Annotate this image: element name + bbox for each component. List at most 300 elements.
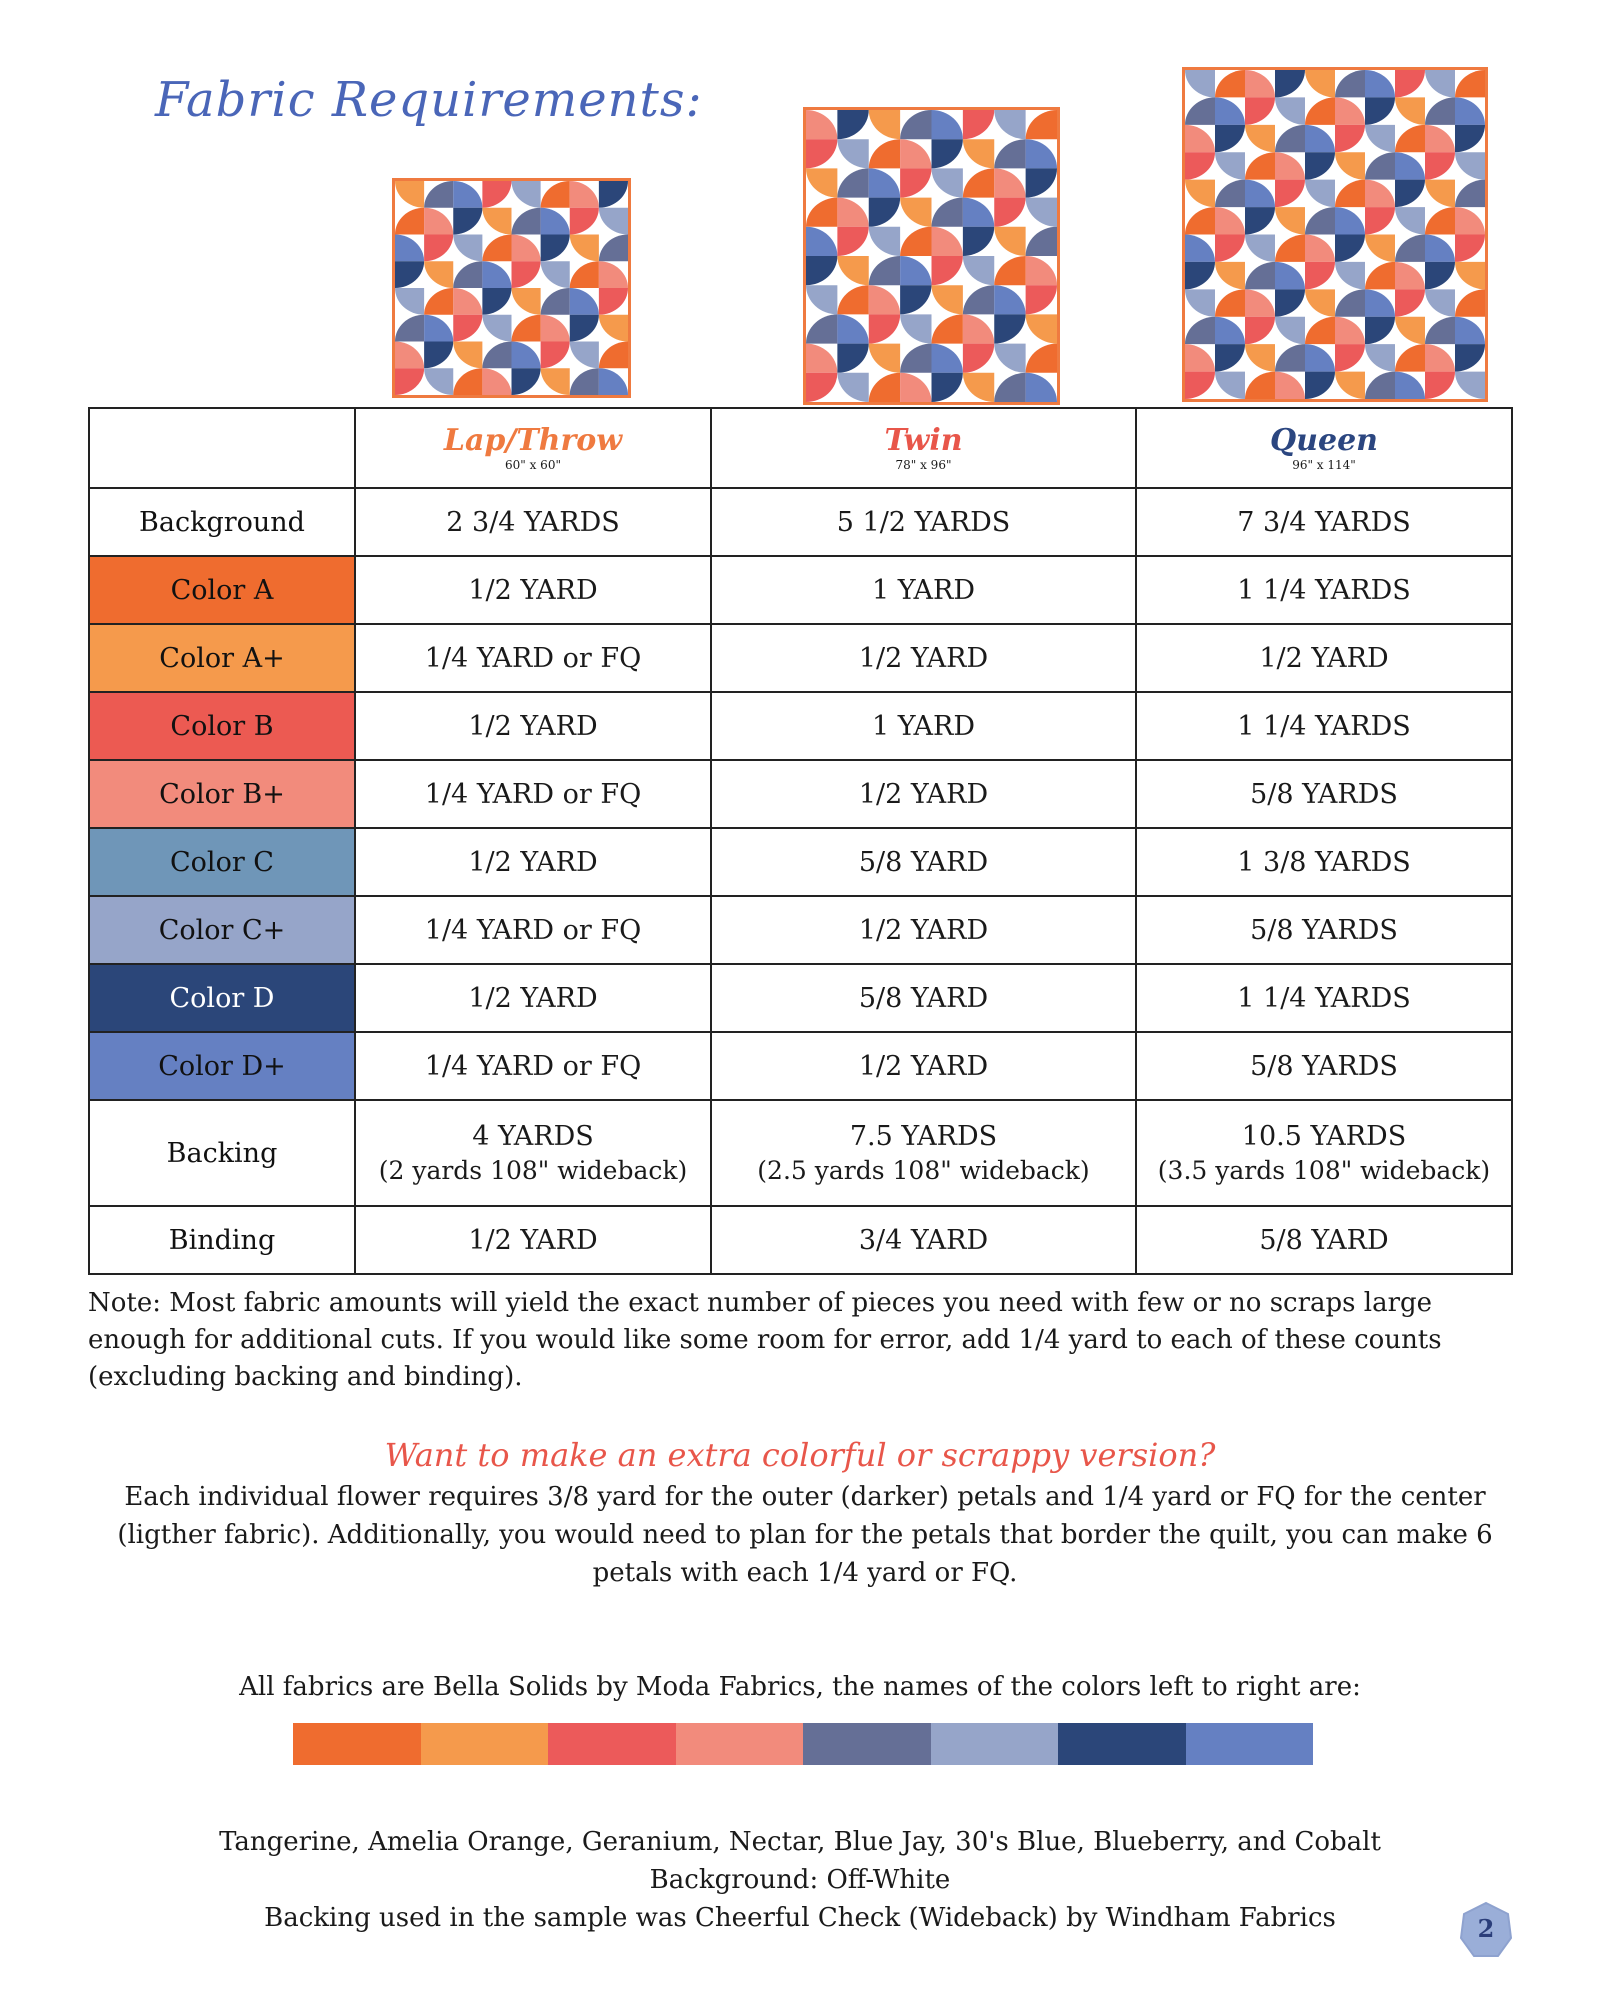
quilt-petal bbox=[512, 261, 541, 288]
fabrics-intro-text: All fabrics are Bella Solids by Moda Fabrics, the names of the colors left to right are: bbox=[239, 1672, 1361, 1702]
quilt-petal bbox=[1275, 125, 1305, 152]
value-cell: 1/4 YARD or FQ bbox=[355, 760, 711, 828]
header-queen bbox=[1136, 408, 1512, 488]
size-dimensions: 78" x 96" bbox=[895, 458, 952, 472]
value-cell: 5/8 YARD bbox=[711, 828, 1136, 896]
quilt-petal bbox=[512, 368, 541, 395]
quilt-petal bbox=[963, 139, 994, 168]
value-cell: 5/8 YARDS bbox=[1136, 1032, 1512, 1100]
quilt-petal bbox=[806, 227, 837, 256]
value-cell: 1/2 YARD bbox=[355, 556, 711, 624]
quilt-petal bbox=[570, 315, 599, 342]
quilt-petal bbox=[1335, 180, 1365, 207]
page-number: 2 bbox=[1477, 1914, 1495, 1943]
quilt-petal bbox=[1275, 289, 1305, 316]
table-row bbox=[89, 760, 1512, 828]
quilt-petal bbox=[837, 256, 868, 285]
quilt-petal bbox=[1275, 180, 1305, 207]
quilt-petal bbox=[570, 181, 599, 208]
table-row bbox=[89, 828, 1512, 896]
quilt-petal bbox=[1026, 314, 1057, 343]
row-label: Color A+ bbox=[89, 624, 355, 692]
quilt-petal bbox=[1245, 125, 1275, 152]
quilt-petal bbox=[1245, 317, 1275, 344]
quilt-petal bbox=[1026, 110, 1057, 139]
table-row bbox=[89, 692, 1512, 760]
value-cell: 1/2 YARD bbox=[711, 760, 1136, 828]
table-row bbox=[89, 964, 1512, 1032]
quilt-petal bbox=[541, 342, 570, 369]
quilt-petal bbox=[599, 181, 628, 208]
quilt-petal bbox=[1215, 262, 1245, 289]
value-text: 4 YARDS bbox=[472, 1121, 594, 1152]
fabric-requirements-table bbox=[88, 407, 1513, 1275]
quilt-petal bbox=[541, 235, 570, 262]
quilt-petal bbox=[395, 208, 424, 235]
quilt-petal bbox=[1395, 180, 1425, 207]
value-cell: 7 3/4 YARDS bbox=[1136, 488, 1512, 556]
quilt-petal bbox=[1395, 207, 1425, 234]
quilt-petal bbox=[541, 261, 570, 288]
quilt-petal bbox=[963, 198, 994, 227]
scrappy-body-text: Each individual flower requires 3/8 yard for the outer (darker) petals and 1/4 yard or FQ for the center (ligther fabric). Additionally, you would need to plan for the petals that border the quilt, you can make 6 petals with each 1/4 yard or FQ. bbox=[117, 1482, 1493, 1588]
quilt-petal bbox=[424, 208, 453, 235]
quilt-petal bbox=[1365, 317, 1395, 344]
header-empty-cell bbox=[89, 408, 355, 488]
quilt-petal bbox=[900, 110, 931, 139]
quilt-petal bbox=[1245, 262, 1275, 289]
quilt-petal bbox=[1395, 70, 1425, 97]
quilt-petal bbox=[837, 373, 868, 402]
page-title: Fabric Requirements: bbox=[155, 72, 703, 128]
value-cell: 1/4 YARD or FQ bbox=[355, 1032, 711, 1100]
quilt-petal bbox=[541, 368, 570, 395]
lap-throw-quilt-preview bbox=[392, 178, 631, 398]
color-swatch bbox=[293, 1723, 421, 1765]
quilt-petal bbox=[453, 288, 482, 315]
quilt-petal bbox=[395, 235, 424, 262]
credits-backing: Backing used in the sample was Cheerful Check (Wideback) by Windham Fabrics bbox=[264, 1903, 1336, 1933]
quilt-petal bbox=[1365, 97, 1395, 124]
value-subtext: (2 yards 108" wideback) bbox=[378, 1156, 688, 1185]
quilt-petal bbox=[1275, 344, 1305, 371]
quilt-petal bbox=[900, 139, 931, 168]
quilt-petal bbox=[1365, 207, 1395, 234]
quilt-petal bbox=[869, 285, 900, 314]
quilt-petal bbox=[1335, 372, 1365, 399]
value-cell: 5/8 YARD bbox=[711, 964, 1136, 1032]
quilt-petal bbox=[424, 181, 453, 208]
quilt-petal bbox=[869, 256, 900, 285]
row-label: Color C bbox=[89, 828, 355, 896]
quilt-petal bbox=[1185, 97, 1215, 124]
quilt-petal bbox=[1185, 235, 1215, 262]
quilt-petal bbox=[1026, 285, 1057, 314]
value-cell: 5/8 YARD bbox=[1136, 1206, 1512, 1274]
value-cell bbox=[355, 1100, 711, 1206]
quilt-petal bbox=[453, 181, 482, 208]
quilt-petal bbox=[1335, 235, 1365, 262]
quilt-petal bbox=[900, 256, 931, 285]
quilt-petal bbox=[395, 288, 424, 315]
quilt-petal bbox=[1305, 372, 1335, 399]
quilt-petal bbox=[541, 315, 570, 342]
quilt-petal bbox=[1245, 152, 1275, 179]
quilt-petal bbox=[837, 139, 868, 168]
quilt-petal bbox=[1395, 152, 1425, 179]
quilt-petal bbox=[541, 288, 570, 315]
quilt-petal bbox=[932, 285, 963, 314]
quilt-petal bbox=[932, 227, 963, 256]
quilt-petal bbox=[1395, 289, 1425, 316]
quilt-petal bbox=[1185, 180, 1215, 207]
quilt-petal bbox=[1026, 198, 1057, 227]
quilt-petal bbox=[512, 208, 541, 235]
quilt-petal bbox=[806, 139, 837, 168]
row-label: Color C+ bbox=[89, 896, 355, 964]
color-swatch bbox=[421, 1723, 549, 1765]
quilt-petal bbox=[1395, 125, 1425, 152]
quilt-petal bbox=[1395, 372, 1425, 399]
quilt-petal bbox=[1185, 262, 1215, 289]
value-cell: 5/8 YARDS bbox=[1136, 896, 1512, 964]
quilt-petal bbox=[837, 285, 868, 314]
quilt-petal bbox=[599, 315, 628, 342]
quilt-petal bbox=[963, 256, 994, 285]
quilt-petal bbox=[963, 373, 994, 402]
quilt-petal bbox=[1305, 180, 1335, 207]
quilt-petal bbox=[900, 285, 931, 314]
quilt-petal bbox=[1026, 139, 1057, 168]
quilt-petal bbox=[1365, 372, 1395, 399]
quilt-petal bbox=[1455, 289, 1485, 316]
quilt-petal bbox=[482, 181, 511, 208]
quilt-petal bbox=[1215, 235, 1245, 262]
quilt-petal bbox=[1425, 180, 1455, 207]
quilt-petal bbox=[1185, 207, 1215, 234]
quilt-petal bbox=[1026, 168, 1057, 197]
quilt-petal bbox=[963, 227, 994, 256]
quilt-petal bbox=[599, 261, 628, 288]
quilt-petal bbox=[599, 368, 628, 395]
quilt-petal bbox=[994, 344, 1025, 373]
quilt-petal bbox=[1395, 235, 1425, 262]
quilt-petal bbox=[1305, 235, 1335, 262]
quilt-petal bbox=[932, 256, 963, 285]
quilt-petal bbox=[1185, 70, 1215, 97]
quilt-petal bbox=[1395, 97, 1425, 124]
quilt-petal bbox=[1185, 152, 1215, 179]
quilt-petal bbox=[1305, 125, 1335, 152]
value-cell: 1 3/8 YARDS bbox=[1136, 828, 1512, 896]
quilt-petal bbox=[806, 110, 837, 139]
quilt-petal bbox=[1305, 207, 1335, 234]
quilt-petal bbox=[1026, 373, 1057, 402]
quilt-petal bbox=[994, 198, 1025, 227]
quilt-petal bbox=[512, 235, 541, 262]
quilt-petal bbox=[599, 288, 628, 315]
quilt-petal bbox=[1275, 372, 1305, 399]
quilt-petal bbox=[1425, 125, 1455, 152]
quilt-petal bbox=[806, 285, 837, 314]
note-text: Note: Most fabric amounts will yield the exact number of pieces you need with few or no scraps large enough for additional cuts. If you would like some room for error, add 1/4 yard to each of these counts (excluding backing and binding). bbox=[88, 1288, 1442, 1392]
quilt-petal bbox=[869, 110, 900, 139]
quilt-petal bbox=[900, 227, 931, 256]
quilt-petal bbox=[570, 368, 599, 395]
value-cell: 1 1/4 YARDS bbox=[1136, 964, 1512, 1032]
quilt-petal bbox=[994, 110, 1025, 139]
quilt-petal bbox=[1455, 97, 1485, 124]
quilt-petal bbox=[1026, 344, 1057, 373]
quilt-petal bbox=[424, 342, 453, 369]
quilt-petal bbox=[900, 373, 931, 402]
row-label: Color B bbox=[89, 692, 355, 760]
quilt-petal bbox=[1425, 372, 1455, 399]
quilt-petal bbox=[512, 315, 541, 342]
quilt-petal bbox=[994, 168, 1025, 197]
value-cell: 1 1/4 YARDS bbox=[1136, 692, 1512, 760]
quilt-petal bbox=[1305, 152, 1335, 179]
quilt-petal bbox=[963, 314, 994, 343]
quilt-petal bbox=[1185, 344, 1215, 371]
value-cell bbox=[711, 1100, 1136, 1206]
quilt-petal bbox=[1455, 372, 1485, 399]
size-dimensions: 60" x 60" bbox=[505, 458, 561, 472]
quilt-petal bbox=[1425, 317, 1455, 344]
value-cell: 1/2 YARD bbox=[355, 828, 711, 896]
quilt-petal bbox=[963, 110, 994, 139]
quilt-petal bbox=[541, 181, 570, 208]
quilt-petal bbox=[837, 110, 868, 139]
page-number-badge bbox=[1458, 1900, 1514, 1960]
quilt-petal bbox=[1305, 97, 1335, 124]
quilt-petal bbox=[599, 235, 628, 262]
quilt-petal bbox=[453, 315, 482, 342]
value-cell: 1/2 YARD bbox=[355, 964, 711, 1032]
quilt-petal bbox=[570, 261, 599, 288]
quilt-petal bbox=[453, 208, 482, 235]
table-row bbox=[89, 624, 1512, 692]
quilt-petal bbox=[453, 368, 482, 395]
quilt-petal bbox=[512, 288, 541, 315]
quilt-petal bbox=[1365, 152, 1395, 179]
queen-quilt-preview bbox=[1182, 67, 1488, 402]
quilt-petal bbox=[994, 227, 1025, 256]
color-swatch bbox=[548, 1723, 676, 1765]
quilt-petal bbox=[1365, 235, 1395, 262]
quilt-petal bbox=[1335, 262, 1365, 289]
color-swatch bbox=[803, 1723, 931, 1765]
color-swatch bbox=[1186, 1723, 1314, 1765]
quilt-petal bbox=[1365, 289, 1395, 316]
value-cell: 3/4 YARD bbox=[711, 1206, 1136, 1274]
quilt-petal bbox=[994, 256, 1025, 285]
row-label: Background bbox=[89, 488, 355, 556]
quilt-petal bbox=[1455, 152, 1485, 179]
quilt-petal bbox=[1185, 372, 1215, 399]
quilt-petal bbox=[837, 344, 868, 373]
quilt-petal bbox=[1215, 317, 1245, 344]
row-label: Binding bbox=[89, 1206, 355, 1274]
quilt-petal bbox=[482, 208, 511, 235]
quilt-petal bbox=[482, 315, 511, 342]
color-swatch bbox=[931, 1723, 1059, 1765]
quilt-petal bbox=[1215, 152, 1245, 179]
quilt-petal bbox=[994, 285, 1025, 314]
row-label: Color D+ bbox=[89, 1032, 355, 1100]
value-cell: 1 YARD bbox=[711, 692, 1136, 760]
twin-quilt-preview bbox=[803, 107, 1060, 405]
quilt-petal bbox=[1275, 70, 1305, 97]
quilt-petal bbox=[1215, 70, 1245, 97]
quilt-petal bbox=[1425, 70, 1455, 97]
quilt-petal bbox=[1275, 235, 1305, 262]
quilt-petal bbox=[1335, 317, 1365, 344]
quilt-petal bbox=[482, 288, 511, 315]
quilt-petal bbox=[900, 168, 931, 197]
quilt-petal bbox=[1425, 152, 1455, 179]
quilt-petal bbox=[1335, 70, 1365, 97]
header-lap-throw bbox=[355, 408, 711, 488]
quilt-petal bbox=[806, 168, 837, 197]
quilt-petal bbox=[1245, 372, 1275, 399]
quilt-petal bbox=[1275, 262, 1305, 289]
table-header-row bbox=[89, 408, 1512, 488]
quilt-petal bbox=[1455, 235, 1485, 262]
quilt-petal bbox=[869, 198, 900, 227]
quilt-petal bbox=[1305, 262, 1335, 289]
quilt-petal bbox=[963, 168, 994, 197]
quilt-petal bbox=[1335, 344, 1365, 371]
quilt-petal bbox=[869, 168, 900, 197]
quilt-petal bbox=[512, 181, 541, 208]
value-cell: 5 1/2 YARDS bbox=[711, 488, 1136, 556]
table-row bbox=[89, 488, 1512, 556]
value-cell: 1/2 YARD bbox=[711, 896, 1136, 964]
quilt-petal bbox=[599, 342, 628, 369]
quilt-petal bbox=[1245, 235, 1275, 262]
quilt-petal bbox=[512, 342, 541, 369]
quilt-petal bbox=[1335, 97, 1365, 124]
quilt-petal bbox=[994, 139, 1025, 168]
value-subtext: (3.5 yards 108" wideback) bbox=[1157, 1156, 1491, 1185]
quilt-petal bbox=[570, 288, 599, 315]
quilt-petal bbox=[395, 368, 424, 395]
size-name: Queen bbox=[1270, 423, 1378, 458]
value-cell: 1/2 YARD bbox=[711, 624, 1136, 692]
table-row-binding bbox=[89, 1206, 1512, 1274]
quilt-petal bbox=[963, 285, 994, 314]
table-row bbox=[89, 896, 1512, 964]
quilt-petal bbox=[424, 235, 453, 262]
value-cell: 1/4 YARD or FQ bbox=[355, 624, 711, 692]
quilt-petal bbox=[424, 261, 453, 288]
quilt-petal bbox=[837, 198, 868, 227]
quilt-petal bbox=[1305, 289, 1335, 316]
quilt-petal bbox=[806, 344, 837, 373]
quilt-petal bbox=[932, 198, 963, 227]
value-cell bbox=[1136, 1100, 1512, 1206]
quilt-petal bbox=[1365, 125, 1395, 152]
quilt-petal bbox=[395, 342, 424, 369]
quilt-petal bbox=[1425, 207, 1455, 234]
quilt-petal bbox=[541, 208, 570, 235]
quilt-petal bbox=[1455, 344, 1485, 371]
row-label: Backing bbox=[89, 1100, 355, 1206]
quilt-petal bbox=[869, 344, 900, 373]
value-cell: 1/2 YARD bbox=[355, 1206, 711, 1274]
value-cell: 5/8 YARDS bbox=[1136, 760, 1512, 828]
row-label: Color D bbox=[89, 964, 355, 1032]
quilt-petal bbox=[994, 314, 1025, 343]
quilt-petal bbox=[806, 256, 837, 285]
quilt-petal bbox=[1425, 289, 1455, 316]
quilt-petal bbox=[1026, 256, 1057, 285]
color-swatch bbox=[676, 1723, 804, 1765]
table-row-backing bbox=[89, 1100, 1512, 1206]
size-name: Twin bbox=[884, 423, 963, 458]
quilt-petal bbox=[1395, 317, 1425, 344]
quilt-petal bbox=[570, 235, 599, 262]
quilt-petal bbox=[837, 227, 868, 256]
quilt-petal bbox=[1215, 289, 1245, 316]
quilt-petal bbox=[1215, 180, 1245, 207]
quilt-petal bbox=[1305, 70, 1335, 97]
quilt-petal bbox=[932, 373, 963, 402]
quilt-petal bbox=[900, 198, 931, 227]
quilt-petal bbox=[1245, 289, 1275, 316]
table-row bbox=[89, 1032, 1512, 1100]
value-cell: 1/2 YARD bbox=[1136, 624, 1512, 692]
fabric-credits bbox=[0, 1823, 1600, 1937]
quilt-petal bbox=[1425, 344, 1455, 371]
credits-background: Background: Off-White bbox=[649, 1865, 951, 1895]
quilt-petal bbox=[1275, 97, 1305, 124]
header-twin bbox=[711, 408, 1136, 488]
quilt-petal bbox=[932, 314, 963, 343]
quilt-petal bbox=[1245, 70, 1275, 97]
quilt-petal bbox=[1455, 207, 1485, 234]
quilt-petal bbox=[1026, 227, 1057, 256]
value-cell: 1 1/4 YARDS bbox=[1136, 556, 1512, 624]
quilt-petal bbox=[453, 235, 482, 262]
quilt-petal bbox=[1275, 207, 1305, 234]
quilt-petal bbox=[1365, 180, 1395, 207]
quilt-petal bbox=[1455, 125, 1485, 152]
quilt-petal bbox=[1275, 317, 1305, 344]
quilt-petal bbox=[1185, 125, 1215, 152]
quilt-petal bbox=[482, 342, 511, 369]
value-text: 10.5 YARDS bbox=[1241, 1121, 1407, 1152]
value-cell: 1/2 YARD bbox=[711, 1032, 1136, 1100]
quilt-petal bbox=[453, 261, 482, 288]
quilt-petal bbox=[932, 139, 963, 168]
quilt-petal bbox=[1455, 317, 1485, 344]
quilt-petal bbox=[424, 315, 453, 342]
quilt-petal bbox=[932, 344, 963, 373]
quilt-petal bbox=[482, 261, 511, 288]
quilt-petal bbox=[599, 208, 628, 235]
quilt-petal bbox=[1245, 180, 1275, 207]
quilt-petal bbox=[1335, 152, 1365, 179]
value-cell: 2 3/4 YARDS bbox=[355, 488, 711, 556]
quilt-petal bbox=[1335, 289, 1365, 316]
quilt-petal bbox=[482, 368, 511, 395]
quilt-petal bbox=[1215, 207, 1245, 234]
quilt-petal bbox=[1365, 344, 1395, 371]
quilt-petal bbox=[1215, 125, 1245, 152]
table-row bbox=[89, 556, 1512, 624]
